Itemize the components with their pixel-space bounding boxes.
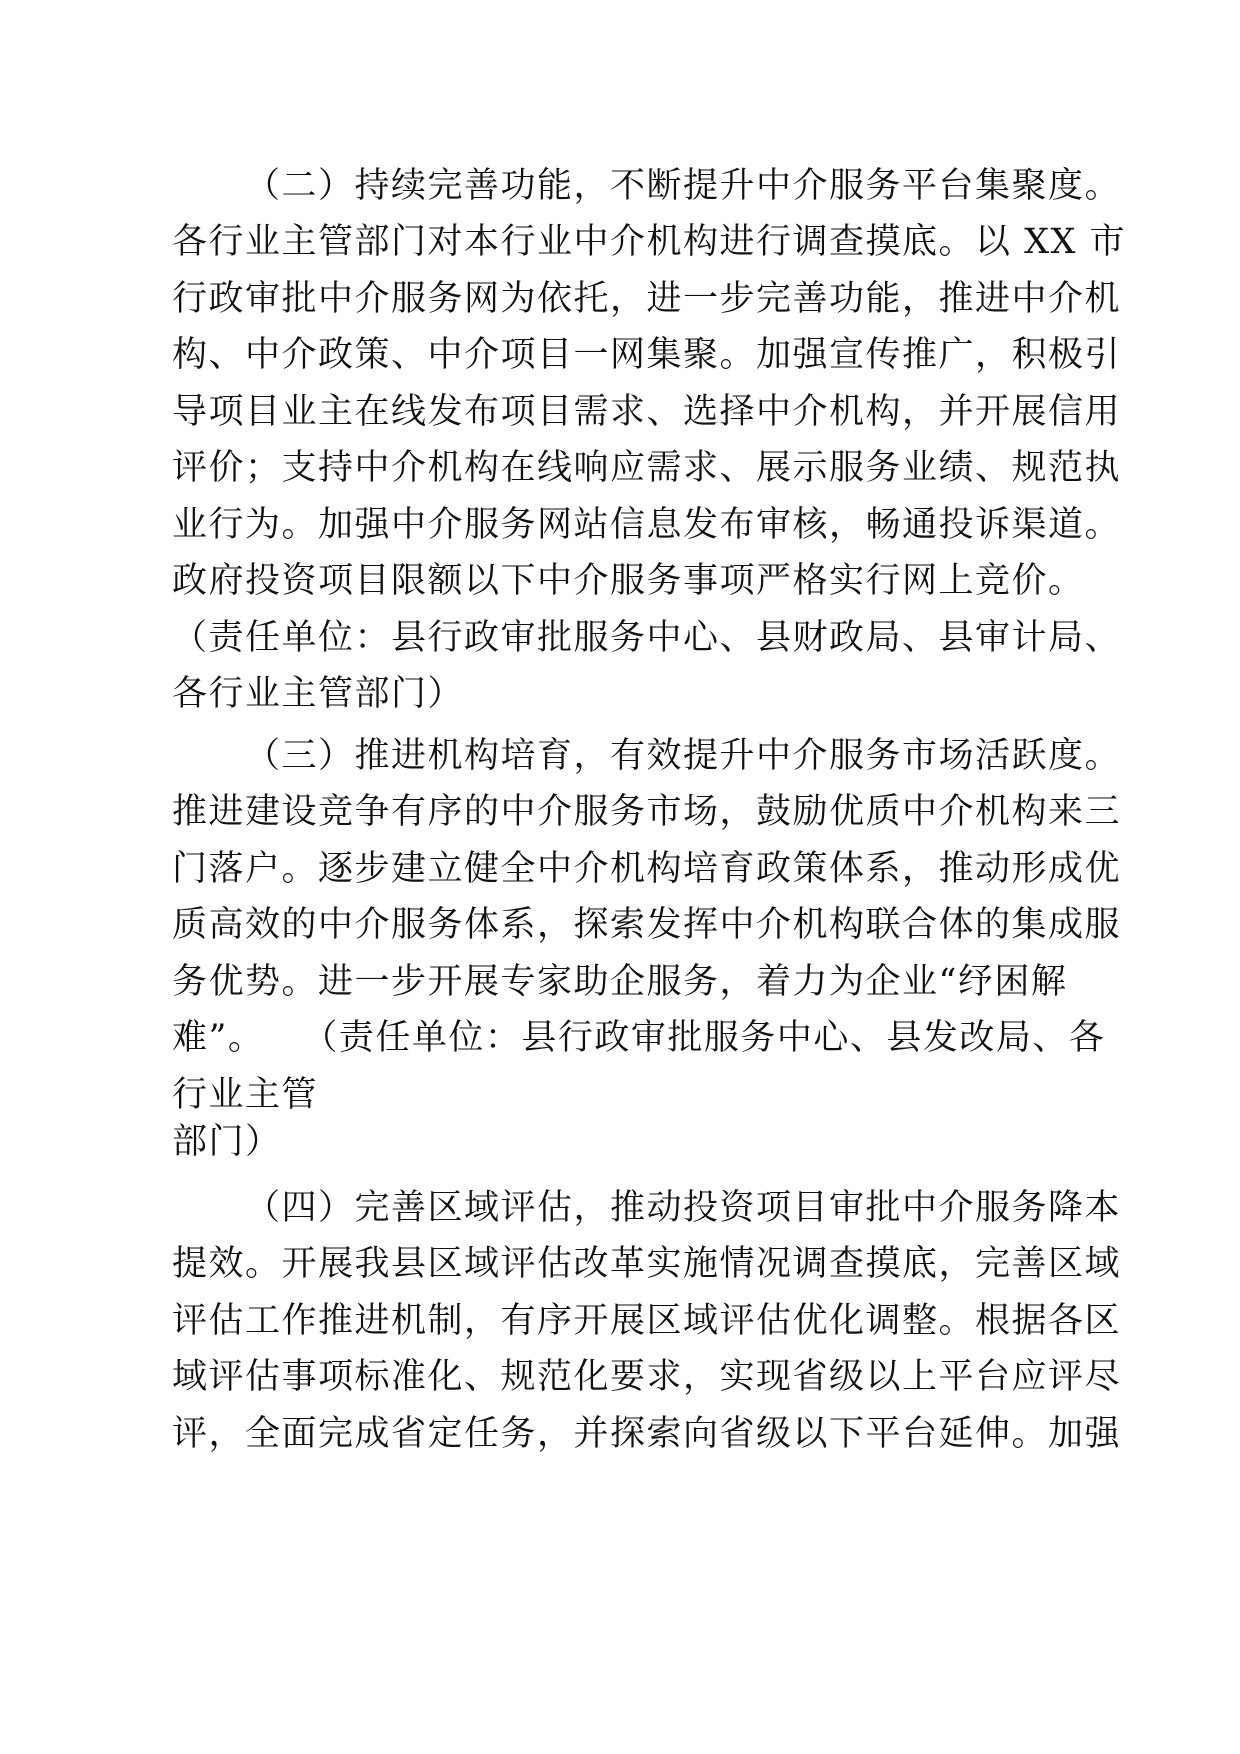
text-line: 推进建设竞争有序的中介服务市场，鼓励优质中介机构来三: [172, 792, 1122, 832]
text-line: 评估工作推进机制，有序开展区域评估优化调整。根据各区: [172, 1301, 1122, 1341]
text-line: 质高效的中介服务体系，探索发挥中介机构联合体的集成服: [172, 905, 1122, 945]
text-line: 评价；支持中介机构在线响应需求、展示服务业绩、规范执: [172, 448, 1122, 488]
text-line: 构、中介政策、中介项目一网集聚。加强宣传推广，积极引: [172, 335, 1122, 375]
heading-section-4: （四）完善区域评估，推动投资项目审批中介服务降本: [245, 1188, 1122, 1228]
text-line: 提效。开展我县区域评估改革实施情况调查摸底，完善区域: [172, 1244, 1122, 1284]
text-line: 部门）: [172, 1122, 282, 1162]
text-line: 行政审批中介服务网为依托，进一步完善功能，推进中介机: [172, 279, 1122, 319]
text-line: 政府投资项目限额以下中介服务事项严格实行网上竞价。: [172, 561, 1085, 601]
text-line: 各行业主管部门）: [172, 674, 465, 714]
text-line: 业行为。加强中介服务网站信息发布审核，畅通投诉渠道。: [172, 505, 1122, 545]
text-line: 务优势。进一步开展专家助企服务，着力为企业“纾困解: [172, 962, 1068, 1002]
text-line: 导项目业主在线发布项目需求、选择中介机构，并开展信用: [172, 392, 1122, 432]
text-line: 各行业主管部门对本行业中介机构进行调查摸底。以 XX 市: [172, 222, 1127, 262]
heading-section-3: （三）推进机构培育，有效提升中介服务市场活跃度。: [245, 736, 1122, 776]
heading-section-2: （二）持续完善功能，不断提升中介服务平台集聚度。: [245, 166, 1122, 206]
text-line: 评，全面完成省定任务，并探索向省级以下平台延伸。加强: [172, 1414, 1122, 1454]
text-line: 域评估事项标准化、规范化要求，实现省级以上平台应评尽: [172, 1357, 1122, 1397]
text-line: （责任单位：县行政审批服务中心、县财政局、县审计局、: [172, 618, 1122, 658]
text-line: 行业主管: [172, 1075, 319, 1115]
text-line: 门落户。逐步建立健全中介机构培育政策体系，推动形成优: [172, 849, 1122, 889]
text-line: 难”。 （责任单位：县行政审批服务中心、县发改局、各: [172, 1018, 1106, 1058]
